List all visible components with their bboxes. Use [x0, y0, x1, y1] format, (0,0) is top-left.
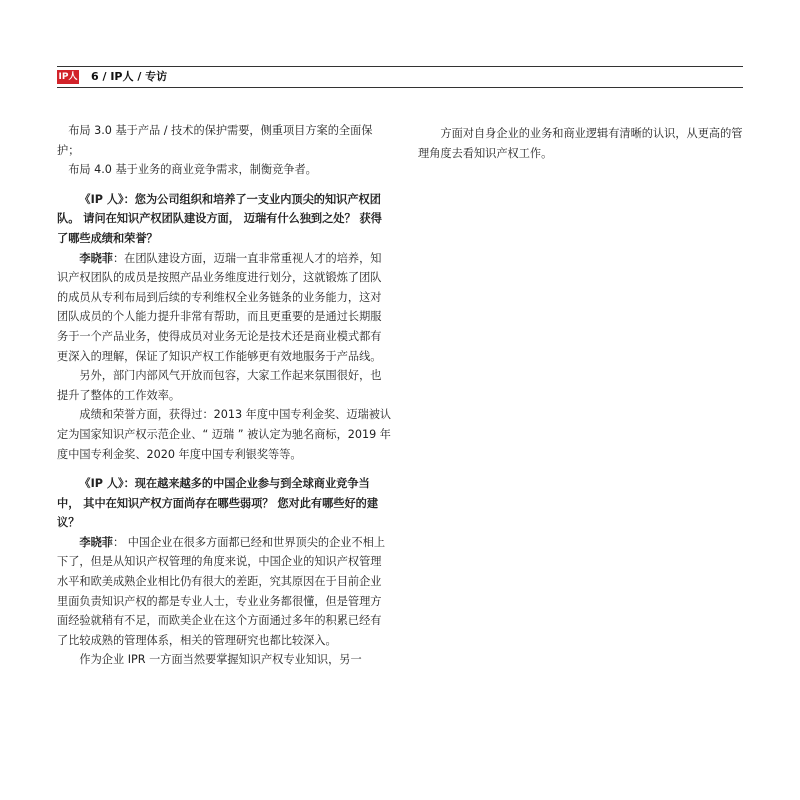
paragraph-continued: 方面对自身企业的业务和商业逻辑有清晰的认识，从更高的管理角度去看知识产权工作。	[418, 127, 743, 160]
paragraph-atmosphere: 另外，部门内部风气开放而包容，大家工作起来氛围很好，也提升了整体的工作效率。	[57, 369, 382, 402]
answer-1	[57, 249, 392, 367]
speaker-name: 李晓菲	[79, 535, 113, 549]
question-2: 《IP 人》：现在越来越多的中国企业参与到全球商业竞争当中， 其中在知识产权方面尚存在哪些弱项？ 您对此有哪些好的建议？	[57, 477, 379, 530]
right-column	[418, 124, 748, 163]
header-top-rule	[57, 66, 743, 67]
paragraph-honors: 成绩和荣誉方面，获得过：2013 年度中国专利金奖、迈瑞被认定为国家知识产权示范企业、“ 迈瑞 ” 被认定为驰名商标，2019 年度中国专利金奖、2020 年度中国专利银奖等等。	[57, 408, 392, 461]
paragraph-ipr: 作为企业 IPR 一方面当然要掌握知识产权专业知识，另一	[79, 653, 362, 667]
paragraph-layout-3: 布局 3.0 基于产品 / 技术的保护需要，侧重项目方案的全面保护；	[57, 124, 373, 157]
page-header	[57, 66, 743, 88]
ip-logo: IP人	[58, 72, 78, 82]
answer-2	[57, 533, 392, 651]
answer-2-text: ： 中国企业在很多方面都已经和世界顶尖的企业不相上下了，但是从知识产权管理的角度来说，中国企业的知识产权管理水平和欧美成熟企业相比仍有很大的差距，究其原因在于目前企业里面负责知识产权的都是专业人士，专业业务都很懂，但是管理方面经验就稍有不足，而欧美企业在这个方面通过多年的积累已经有了比较成熟的管理体系，相关的管理研究也都比较深入。	[57, 535, 386, 647]
answer-1-text: ：在团队建设方面，迈瑞一直非常重视人才的培养，知识产权团队的成员是按照产品业务维度进行划分，这就锻炼了团队的成员从专利布局到后续的专利维权全业务链条的业务能力，这对团队成员的个人能力提升非常有帮助，而且更重要的是通过长期服务于一个产品业务，使得成员对业务无论是技术还是商业模式都有更深入的理解，保证了知识产权工作能够更有效地服务于产品线。	[57, 251, 382, 363]
header-bottom-rule	[57, 87, 743, 88]
speaker-name: 李晓菲	[79, 251, 113, 265]
question-1: 《IP 人》：您为公司组织和培养了一支业内顶尖的知识产权团队。 请问在知识产权团队建设方面， 迈瑞有什么独到之处？ 获得了哪些成绩和荣誉？	[57, 192, 382, 245]
paragraph-layout-4: 布局 4.0 基于业务的商业竞争需求，制衡竞争者。	[68, 163, 317, 177]
breadcrumb: 6 / IP人 / 专访	[91, 70, 168, 83]
left-column	[57, 121, 392, 670]
